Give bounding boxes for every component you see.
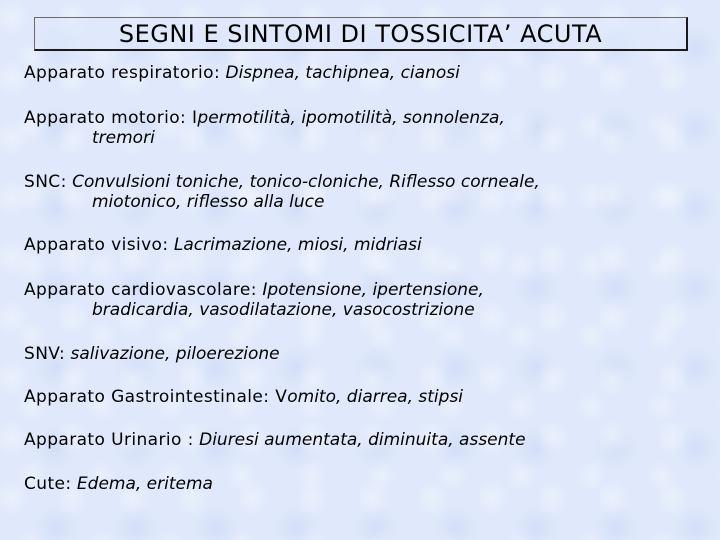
- item-continuation: bradicardia, vasodilatazione, vasocostrizione: [92, 300, 475, 320]
- item-label: SNV:: [24, 344, 66, 364]
- item-description: Lacrimazione, miosi, midriasi: [173, 235, 422, 255]
- symptom-item-snv: [24, 344, 714, 364]
- item-description: salivazione, piloerezione: [70, 344, 280, 364]
- item-description: permotilità, ipomotilità, sonnolenza,: [197, 108, 505, 128]
- item-label: Apparato cardiovascolare:: [24, 280, 257, 300]
- item-label: Apparato Gastrointestinale: V: [24, 387, 288, 407]
- item-label: Apparato visivo:: [24, 235, 169, 255]
- item-description: Convulsioni toniche, tonico-cloniche, Riflesso corneale,: [72, 172, 540, 192]
- item-continuation: tremori: [92, 128, 155, 148]
- symptom-item-visual: [24, 235, 714, 255]
- symptom-item-cardiovascular: [24, 280, 714, 320]
- item-description: Ipotensione, ipertensione,: [262, 280, 484, 300]
- item-label: Cute:: [24, 474, 72, 494]
- item-label: Apparato respiratorio:: [24, 63, 221, 83]
- title-box: [34, 17, 688, 51]
- item-description: Dispnea, tachipnea, cianosi: [225, 63, 460, 83]
- symptom-item-skin: [24, 474, 714, 494]
- item-continuation: miotonico, riflesso alla luce: [92, 192, 325, 212]
- symptom-item-urinary: [24, 430, 714, 450]
- item-label: SNC:: [24, 172, 67, 192]
- symptom-item-gastrointestinal: [24, 387, 714, 407]
- symptom-item-respiratory: [24, 63, 714, 83]
- item-label: Apparato motorio: I: [24, 108, 198, 128]
- item-description: Diuresi aumentata, diminuita, assente: [199, 430, 526, 450]
- item-label: Apparato Urinario :: [24, 430, 194, 450]
- page-title: SEGNI E SINTOMI DI TOSSICITA’ ACUTA: [118, 20, 603, 48]
- item-description: omito, diarrea, stipsi: [287, 387, 464, 407]
- symptom-item-snc: [24, 172, 714, 212]
- item-description: Edema, eritema: [76, 474, 213, 494]
- symptom-item-motor: [24, 108, 714, 148]
